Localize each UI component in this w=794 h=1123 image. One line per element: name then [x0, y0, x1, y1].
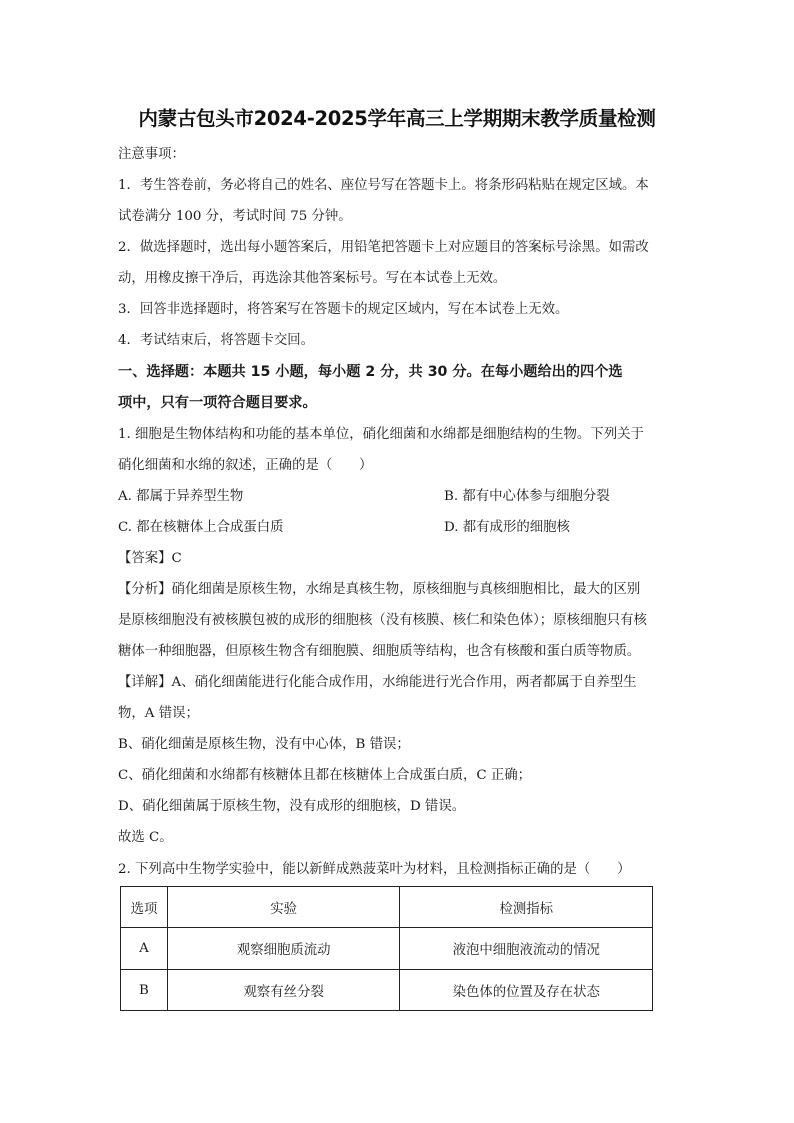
table-cell: 液泡中细胞液流动的情况	[400, 928, 653, 970]
notes-item: 试卷满分 100 分，考试时间 75 分钟。	[118, 209, 352, 224]
section-heading: 一、选择题：本题共 15 小题，每小题 2 分，共 30 分。在每小题给出的四个选	[118, 364, 623, 380]
option-c: C. 都在核糖体上合成蛋白质	[118, 520, 284, 535]
detail-line: C、硝化细菌和水绵都有核糖体且都在核糖体上合成蛋白质，C 正确；	[118, 768, 532, 783]
experiment-table	[120, 886, 653, 1011]
table-cell: B	[121, 970, 168, 1011]
question-stem: 硝化细菌和水绵的叙述，正确的是（ ）	[118, 458, 373, 473]
table-cell: 观察细胞质流动	[167, 928, 400, 970]
detail-line: D、硝化细菌属于原核生物，没有成形的细胞核，D 错误。	[118, 799, 466, 814]
notes-item: 1．考生答卷前，务必将自己的姓名、座位号写在答题卡上。将条形码粘贴在规定区域。本	[118, 178, 649, 193]
detail-line: 【详解】A、硝化细菌能进行化能合成作用，水绵能进行光合作用，两者都属于自养型生	[118, 675, 637, 690]
notes-item: 3．回答非选择题时，将答案写在答题卡的规定区域内，写在本试卷上无效。	[118, 302, 569, 317]
notes-item: 动，用橡皮擦干净后，再选涂其他答案标号。写在本试卷上无效。	[118, 271, 507, 286]
table-row	[121, 928, 653, 970]
table-cell: 染色体的位置及存在状态	[400, 970, 653, 1011]
detail-line: B、硝化细菌是原核生物，没有中心体，B 错误；	[118, 737, 410, 752]
option-d: D. 都有成形的细胞核	[444, 520, 570, 535]
notes-item: 2．做选择题时，选出每小题答案后，用铅笔把答题卡上对应题目的答案标号涂黑。如需改	[118, 240, 649, 255]
question-stem: 1. 细胞是生物体结构和功能的基本单位，硝化细菌和水绵都是细胞结构的生物。下列关于	[118, 427, 644, 442]
option-b: B. 都有中心体参与细胞分裂	[444, 489, 610, 504]
detail-line: 物，A 错误；	[118, 706, 199, 721]
notes-item: 4．考试结束后，将答题卡交回。	[118, 333, 314, 348]
analysis-line: 糖体一种细胞器，但原核生物含有细胞膜、细胞质等结构，也含有核酸和蛋白质等物质。	[118, 644, 641, 659]
answer: 【答案】C	[118, 551, 182, 566]
table-header-row	[121, 887, 653, 928]
option-a: A. 都属于异养型生物	[118, 489, 244, 504]
table-header-cell: 实验	[167, 887, 400, 928]
question-stem: 2. 下列高中生物学实验中，能以新鲜成熟菠菜叶为材料，且检测指标正确的是（ ）	[118, 862, 631, 877]
section-heading: 项中，只有一项符合题目要求。	[118, 395, 317, 411]
table-header-cell: 选项	[121, 887, 168, 928]
table-row	[121, 970, 653, 1011]
detail-line: 故选 C。	[118, 830, 173, 845]
exam-title: 内蒙古包头市2024-2025学年高三上学期期末教学质量检测	[138, 107, 656, 130]
table-cell: 观察有丝分裂	[167, 970, 400, 1011]
notes-heading: 注意事项：	[118, 147, 185, 162]
table-cell: A	[121, 928, 168, 970]
analysis-line: 是原核细胞没有被核膜包被的成形的细胞核（没有核膜、核仁和染色体）；原核细胞只有核	[118, 613, 647, 628]
analysis-line: 【分析】硝化细菌是原核生物，水绵是真核生物，原核细胞与真核细胞相比，最大的区别	[118, 582, 641, 597]
table-header-cell: 检测指标	[400, 887, 653, 928]
